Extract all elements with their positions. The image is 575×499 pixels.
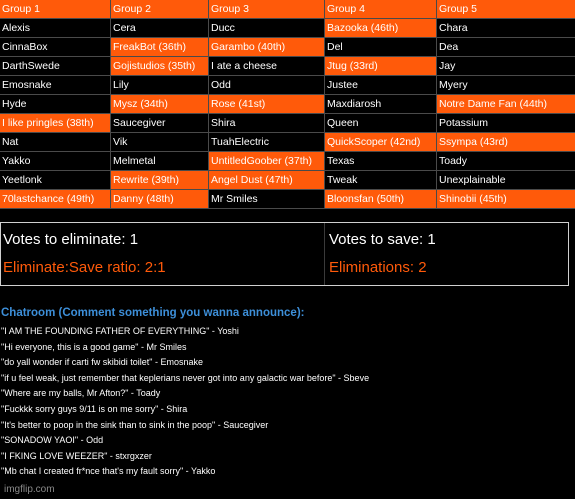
chat-message: "Where are my balls, Mr Afton?" - Toady <box>1 388 161 399</box>
chat-message: "SONADOW YAOI" - Odd <box>1 435 104 446</box>
table-row <box>0 190 575 209</box>
table-row <box>0 76 575 95</box>
groups-table <box>0 0 575 209</box>
table-cell[interactable]: Melmetal <box>111 152 209 171</box>
table-cell[interactable]: Shira <box>209 114 325 133</box>
table-row <box>0 152 575 171</box>
table-cell[interactable]: DarthSwede <box>0 57 111 76</box>
table-cell[interactable]: Alexis <box>0 19 111 38</box>
table-cell[interactable]: Queen <box>325 114 437 133</box>
table-cell[interactable]: Lily <box>111 76 209 95</box>
imgflip-watermark: imgflip.com <box>4 484 55 495</box>
eliminations-count: Eliminations: 2 <box>329 259 427 276</box>
chat-message: "I AM THE FOUNDING FATHER OF EVERYTHING" - Yoshi <box>1 326 239 336</box>
header-group-5[interactable]: Group 5 <box>437 0 575 19</box>
table-cell[interactable]: Odd <box>209 76 325 95</box>
table-cell[interactable]: Toady <box>437 152 575 171</box>
table-header-row <box>0 0 575 19</box>
table-cell[interactable]: Potassium <box>437 114 575 133</box>
table-row <box>0 19 575 38</box>
table-cell[interactable]: Jtug (33rd) <box>325 57 437 76</box>
table-cell[interactable]: Tweak <box>325 171 437 190</box>
eliminate-save-ratio: Eliminate:Save ratio: 2:1 <box>3 259 166 276</box>
table-row <box>0 114 575 133</box>
vote-divider <box>324 223 325 285</box>
header-group-3[interactable]: Group 3 <box>209 0 325 19</box>
table-cell[interactable]: Emosnake <box>0 76 111 95</box>
votes-to-save: Votes to save: 1 <box>329 231 436 248</box>
table-cell[interactable]: I like pringles (38th) <box>0 114 111 133</box>
table-cell[interactable]: Justee <box>325 76 437 95</box>
table-cell[interactable]: Cera <box>111 19 209 38</box>
table-cell[interactable]: Del <box>325 38 437 57</box>
table-cell[interactable]: Hyde <box>0 95 111 114</box>
header-group-4[interactable]: Group 4 <box>325 0 437 19</box>
chat-message: "do yall wonder if carti fw skibidi toilet" - Emosnake <box>1 357 203 368</box>
table-cell[interactable]: I ate a cheese <box>209 57 325 76</box>
table-cell[interactable]: Texas <box>325 152 437 171</box>
table-cell[interactable]: Bloonsfan (50th) <box>325 190 437 209</box>
votes-to-eliminate: Votes to eliminate: 1 <box>3 231 139 248</box>
table-row <box>0 133 575 152</box>
table-cell[interactable]: Mr Smiles <box>209 190 325 209</box>
vote-panel <box>0 222 569 286</box>
chat-message: "Mb chat I created fr*nce that's my fault sorry" - Yakko <box>1 466 216 477</box>
table-cell[interactable]: Yeetlonk <box>0 171 111 190</box>
table-cell[interactable]: TuahElectric <box>209 133 325 152</box>
table-cell[interactable]: Yakko <box>0 152 111 171</box>
table-cell[interactable]: Maxdiarosh <box>325 95 437 114</box>
table-cell[interactable]: Bazooka (46th) <box>325 19 437 38</box>
table-cell[interactable]: Gojistudios (35th) <box>111 57 209 76</box>
chat-message: "Hi everyone, this is a good game" - Mr Smiles <box>1 341 187 352</box>
table-cell[interactable]: FreakBot (36th) <box>111 38 209 57</box>
table-row <box>0 57 575 76</box>
chat-message: "Fuckkk sorry guys 9/11 is on me sorry" - Shira <box>1 404 188 414</box>
table-cell[interactable]: Ducc <box>209 19 325 38</box>
table-cell[interactable]: Notre Dame Fan (44th) <box>437 95 575 114</box>
table-cell[interactable]: UntitledGoober (37th) <box>209 152 325 171</box>
table-cell[interactable]: Mysz (34th) <box>111 95 209 114</box>
table-cell[interactable]: Unexplainable <box>437 171 575 190</box>
table-cell[interactable]: Danny (48th) <box>111 190 209 209</box>
chat-message: "I FKING LOVE WEEZER" - stxrgxzer <box>1 450 152 461</box>
table-cell[interactable]: Rewrite (39th) <box>111 171 209 190</box>
table-cell[interactable]: Garambo (40th) <box>209 38 325 57</box>
header-group-1[interactable]: Group 1 <box>0 0 111 19</box>
table-cell[interactable]: Myery <box>437 76 575 95</box>
chatroom-title: Chatroom (Comment something you wanna announce): <box>1 307 305 319</box>
table-cell[interactable]: 70lastchance (49th) <box>0 190 111 209</box>
table-cell[interactable]: Vik <box>111 133 209 152</box>
table-row <box>0 171 575 190</box>
chat-message: "It's better to poop in the sink than to sink in the poop" - Saucegiver <box>1 419 269 430</box>
table-cell[interactable]: Chara <box>437 19 575 38</box>
table-cell[interactable]: QuickScoper (42nd) <box>325 133 437 152</box>
table-cell[interactable]: Saucegiver <box>111 114 209 133</box>
chat-message: "if u feel weak, just remember that keplerians never got into any galactic war before" - Sbeve <box>1 372 370 383</box>
header-group-2[interactable]: Group 2 <box>111 0 209 19</box>
table-cell[interactable]: Shinobii (45th) <box>437 190 575 209</box>
table-cell[interactable]: Dea <box>437 38 575 57</box>
table-cell[interactable]: Ssympa (43rd) <box>437 133 575 152</box>
table-body <box>0 19 575 209</box>
table-row <box>0 95 575 114</box>
table-cell[interactable]: Rose (41st) <box>209 95 325 114</box>
table-cell[interactable]: Angel Dust (47th) <box>209 171 325 190</box>
table-cell[interactable]: CinnaBox <box>0 38 111 57</box>
table-cell[interactable]: Jay <box>437 57 575 76</box>
table-cell[interactable]: Nat <box>0 133 111 152</box>
table-row <box>0 38 575 57</box>
